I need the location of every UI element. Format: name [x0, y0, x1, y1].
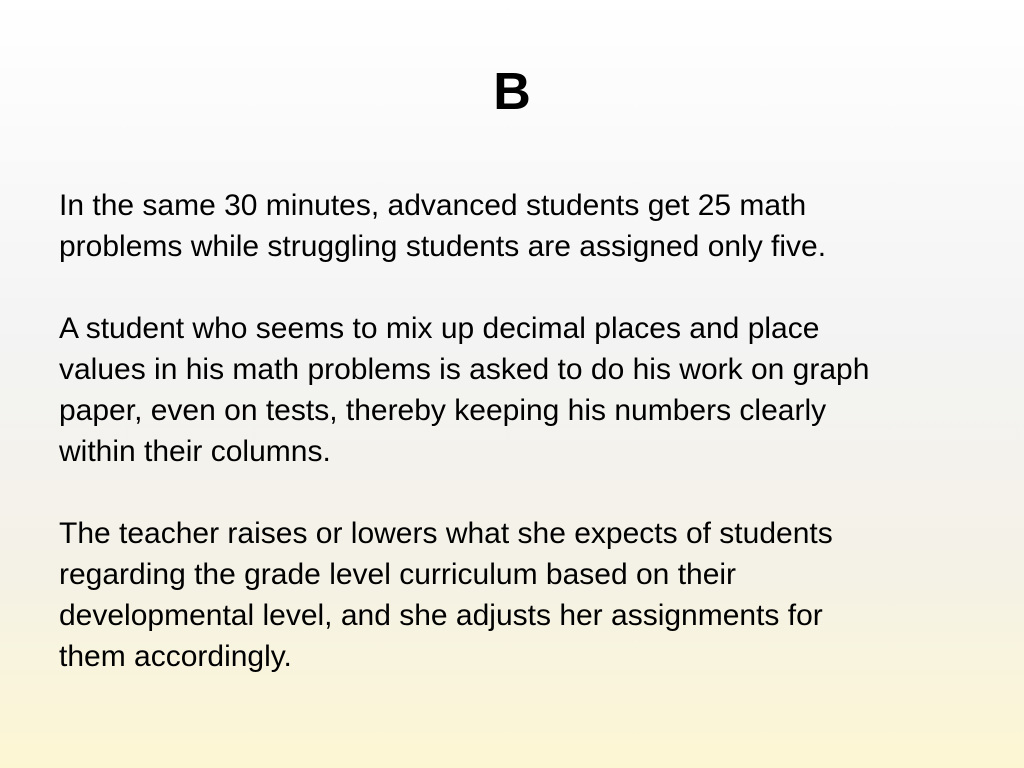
slide-body — [59, 185, 999, 677]
slide-title: B — [493, 63, 531, 121]
paragraph-graph-paper-accommodation: A student who seems to mix up decimal places and place values in his math problems is asked to do his work on graph paper, even on tests, thereby keeping his numbers clearly within their columns. — [59, 312, 870, 468]
paragraph-differentiated-assignments: In the same 30 minutes, advanced students get 25 math problems while struggling students are assigned only five. — [59, 189, 827, 263]
paragraph-teacher-expectations: The teacher raises or lowers what she expects of students regarding the grade level curriculum based on their developmental level, and she adjusts her assignments for them accordingly. — [59, 517, 833, 673]
